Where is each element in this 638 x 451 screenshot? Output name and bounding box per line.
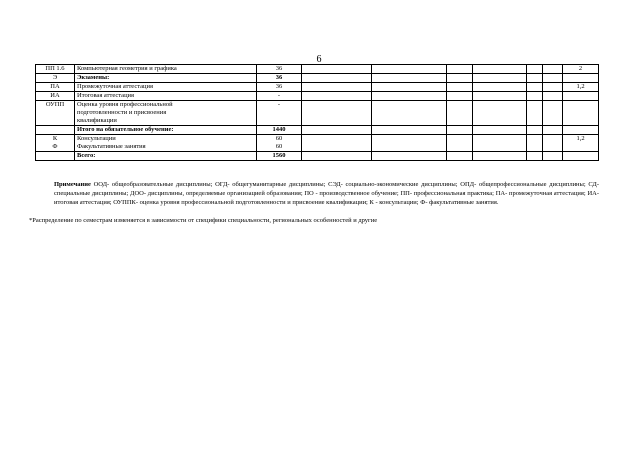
cell-code bbox=[36, 152, 75, 161]
hours-line: 1560 bbox=[272, 152, 286, 159]
cell-empty bbox=[527, 101, 543, 126]
cell-empty bbox=[447, 126, 473, 135]
cell-hours bbox=[257, 152, 302, 161]
code-line: ПА bbox=[50, 83, 60, 90]
cell-empty bbox=[527, 152, 543, 161]
hours-line: 36 bbox=[275, 74, 283, 81]
cell-empty bbox=[473, 92, 527, 101]
cell-code bbox=[36, 92, 75, 101]
table-row bbox=[36, 65, 599, 74]
cell-empty bbox=[302, 92, 372, 101]
name-line: Экзамены: bbox=[77, 74, 110, 81]
cell-empty bbox=[473, 65, 527, 74]
code-line: ПП 1.6 bbox=[45, 65, 65, 72]
cell-empty bbox=[372, 126, 447, 135]
name-line: Факультативные занятия bbox=[77, 143, 146, 150]
cell-empty bbox=[543, 152, 563, 161]
cell-semester: 2 bbox=[563, 65, 599, 74]
curriculum-table bbox=[35, 64, 599, 161]
name-line: Компьютерная геометрия и графика bbox=[77, 65, 177, 72]
cell-empty bbox=[372, 74, 447, 83]
cell-empty bbox=[302, 126, 372, 135]
cell-semester bbox=[563, 101, 599, 126]
note-text: ООД- общеобразовательные дисциплины; ОГД- общегуманитарные дисциплины; СЭД- социально-экономические дисциплины; ОПД- общепрофессиональные дисциплины; СД- специальные дисциплины; ДОО- дисциплины, определяемые организацией образования; ПО - производственное обучение; ПП- профессиональная практика; ПА- промежуточная аттестация; ИА- итоговая аттестация; ОУППК- оценка уровня профессиональной подготовленности и присвоение квалификации; К - консультации; Ф- факультативные занятия. bbox=[54, 181, 600, 206]
cell-empty bbox=[302, 152, 372, 161]
cell-empty bbox=[302, 101, 372, 126]
hours-line: 36 bbox=[275, 83, 283, 90]
hours-line: 60 bbox=[275, 143, 283, 150]
cell-hours bbox=[257, 65, 302, 74]
code-line: ИА bbox=[50, 92, 60, 99]
cell-code bbox=[36, 135, 75, 152]
cell-empty bbox=[372, 83, 447, 92]
code-line: Э bbox=[52, 74, 58, 81]
cell-hours bbox=[257, 126, 302, 135]
hours-line: 60 bbox=[275, 135, 283, 142]
cell-empty bbox=[543, 101, 563, 126]
hours-line: 36 bbox=[275, 65, 283, 72]
hours-line: - bbox=[277, 101, 281, 108]
cell-empty bbox=[372, 92, 447, 101]
cell-discipline bbox=[75, 152, 257, 161]
cell-hours bbox=[257, 92, 302, 101]
name-line: Итого на обязательное обучение: bbox=[77, 126, 174, 133]
cell-empty bbox=[372, 135, 447, 152]
cell-empty bbox=[447, 83, 473, 92]
table-row bbox=[36, 83, 599, 92]
cell-empty bbox=[447, 74, 473, 83]
cell-semester bbox=[563, 92, 599, 101]
cell-empty bbox=[447, 152, 473, 161]
page-number: 6 bbox=[316, 54, 322, 65]
name-line: Оценка уровня профессиональной bbox=[77, 101, 173, 108]
cell-empty bbox=[302, 83, 372, 92]
table-row bbox=[36, 74, 599, 83]
cell-empty bbox=[372, 152, 447, 161]
cell-discipline bbox=[75, 83, 257, 92]
cell-empty bbox=[302, 135, 372, 152]
cell-empty bbox=[543, 92, 563, 101]
code-line: К bbox=[52, 135, 58, 142]
hours-line: 1440 bbox=[272, 126, 286, 133]
cell-discipline bbox=[75, 65, 257, 74]
cell-discipline bbox=[75, 135, 257, 152]
cell-hours bbox=[257, 135, 302, 152]
cell-empty bbox=[447, 135, 473, 152]
cell-empty bbox=[447, 65, 473, 74]
cell-empty bbox=[543, 65, 563, 74]
cell-code bbox=[36, 126, 75, 135]
cell-empty bbox=[447, 92, 473, 101]
note-paragraph bbox=[54, 180, 599, 207]
name-line: подготовленности и присвоения bbox=[77, 109, 167, 116]
code-line: Ф bbox=[52, 143, 58, 150]
cell-empty bbox=[543, 135, 563, 152]
cell-discipline bbox=[75, 74, 257, 83]
cell-empty bbox=[302, 65, 372, 74]
note-label: Примечание bbox=[54, 181, 91, 188]
cell-empty bbox=[543, 126, 563, 135]
name-line: квалификации bbox=[77, 117, 117, 124]
footnote: *Распределение по семестрам изменяется в зависимости от специфики специальности, региональных особенностей и другие bbox=[29, 217, 378, 224]
name-line: Консультации bbox=[77, 135, 116, 142]
cell-empty bbox=[473, 83, 527, 92]
table-row bbox=[36, 92, 599, 101]
cell-empty bbox=[527, 135, 543, 152]
cell-semester bbox=[563, 74, 599, 83]
code-line: ОУПП bbox=[45, 101, 65, 108]
cell-semester bbox=[563, 126, 599, 135]
name-line: Итоговая аттестация bbox=[77, 92, 135, 99]
cell-empty bbox=[527, 126, 543, 135]
cell-empty bbox=[372, 101, 447, 126]
cell-hours bbox=[257, 74, 302, 83]
cell-semester: 1,2 bbox=[563, 83, 599, 92]
cell-hours bbox=[257, 83, 302, 92]
name-line: Всего: bbox=[77, 152, 96, 159]
cell-semester bbox=[563, 152, 599, 161]
cell-empty bbox=[447, 101, 473, 126]
cell-empty bbox=[372, 65, 447, 74]
cell-empty bbox=[473, 101, 527, 126]
cell-empty bbox=[473, 152, 527, 161]
cell-empty bbox=[527, 92, 543, 101]
cell-empty bbox=[302, 74, 372, 83]
cell-empty bbox=[527, 65, 543, 74]
cell-discipline bbox=[75, 126, 257, 135]
cell-empty bbox=[527, 74, 543, 83]
table-row bbox=[36, 135, 599, 152]
table-row bbox=[36, 152, 599, 161]
table-row bbox=[36, 126, 599, 135]
cell-empty bbox=[543, 83, 563, 92]
cell-empty bbox=[473, 135, 527, 152]
cell-code bbox=[36, 101, 75, 126]
cell-code bbox=[36, 74, 75, 83]
cell-empty bbox=[543, 74, 563, 83]
cell-code bbox=[36, 83, 75, 92]
cell-empty bbox=[473, 126, 527, 135]
cell-empty bbox=[527, 83, 543, 92]
code-line bbox=[38, 152, 72, 160]
hours-line: - bbox=[277, 92, 281, 99]
cell-code bbox=[36, 65, 75, 74]
cell-semester: 1,2 bbox=[563, 135, 599, 152]
table-row bbox=[36, 101, 599, 126]
cell-hours bbox=[257, 101, 302, 126]
cell-discipline bbox=[75, 101, 257, 126]
name-line: Промежуточная аттестация bbox=[77, 83, 153, 90]
code-line bbox=[38, 126, 72, 134]
cell-empty bbox=[473, 74, 527, 83]
cell-discipline bbox=[75, 92, 257, 101]
